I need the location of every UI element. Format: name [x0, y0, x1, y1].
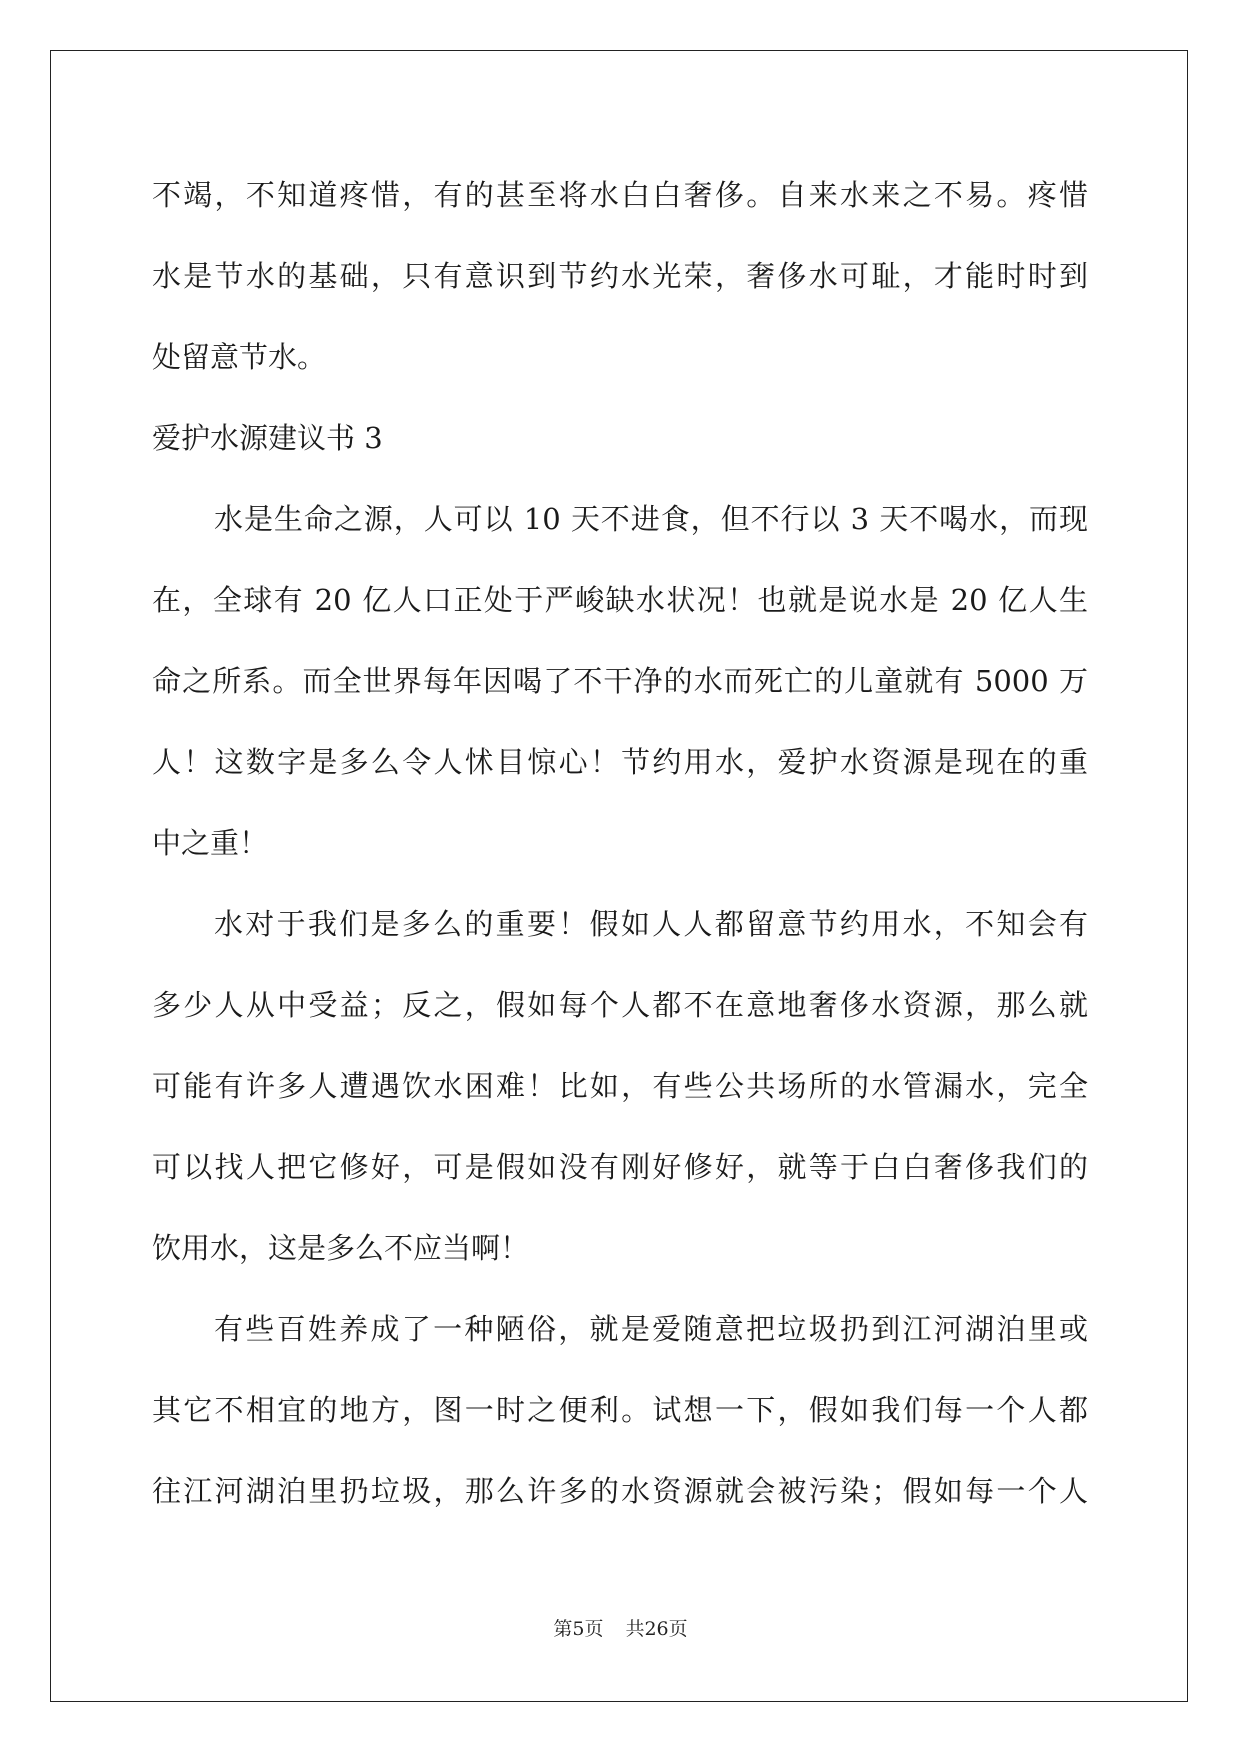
text-line: 可能有许多人遭遇饮水困难！比如，有些公共场所的水管漏水，完全: [152, 1069, 1088, 1103]
text-line: 在，全球有 20 亿人口正处于严峻缺水状况！也就是说水是 20 亿人生: [152, 583, 1088, 617]
text-line: 饮用水，这是多么不应当啊！: [152, 1231, 530, 1265]
text-line: 水对于我们是多么的重要！假如人人都留意节约用水，不知会有: [214, 907, 1088, 941]
page-footer: [0, 1614, 1241, 1641]
page-suffix: 页: [584, 1618, 604, 1640]
text-line: 其它不相宜的地方，图一时之便利。试想一下，假如我们每一个人都: [152, 1393, 1088, 1427]
text-line: 水是生命之源，人可以 10 天不进食，但不行以 3 天不喝水，而现: [214, 502, 1088, 536]
paragraph: [152, 479, 1088, 884]
paragraph: [152, 1289, 1088, 1532]
text-line: 人！这数字是多么令人怵目惊心！节约用水，爱护水资源是现在的重: [152, 745, 1088, 779]
total-suffix: 页: [668, 1618, 688, 1640]
document-body: [152, 155, 1088, 1532]
text-line: 不竭，不知道疼惜，有的甚至将水白白奢侈。自来水来之不易。疼惜: [152, 178, 1088, 212]
page-number: 5: [572, 1618, 585, 1640]
text-line: 有些百姓养成了一种陋俗，就是爱随意把垃圾扔到江河湖泊里或: [214, 1312, 1088, 1346]
total-pages: 26: [644, 1618, 669, 1640]
intro-paragraph: [152, 155, 1088, 398]
text-line: 中之重！: [152, 826, 269, 860]
text-line: 水是节水的基础，只有意识到节约水光荣，奢侈水可耻，才能时时到: [152, 259, 1088, 293]
text-line: 多少人从中受益；反之，假如每个人都不在意地奢侈水资源，那么就: [152, 988, 1088, 1022]
total-prefix: 共: [625, 1618, 645, 1640]
section-paragraphs: [152, 479, 1088, 1532]
text-line: 可以找人把它修好，可是假如没有刚好修好，就等于白白奢侈我们的: [152, 1150, 1088, 1184]
page-prefix: 第: [553, 1618, 573, 1640]
paragraph: [152, 884, 1088, 1289]
text-line: 命之所系。而全世界每年因喝了不干净的水而死亡的儿童就有 5000 万: [152, 664, 1088, 698]
section-heading: 爱护水源建议书 3: [152, 421, 383, 455]
text-line: 处留意节水。: [152, 340, 327, 374]
text-line: 往江河湖泊里扔垃圾，那么许多的水资源就会被污染；假如每一个人: [152, 1474, 1088, 1508]
